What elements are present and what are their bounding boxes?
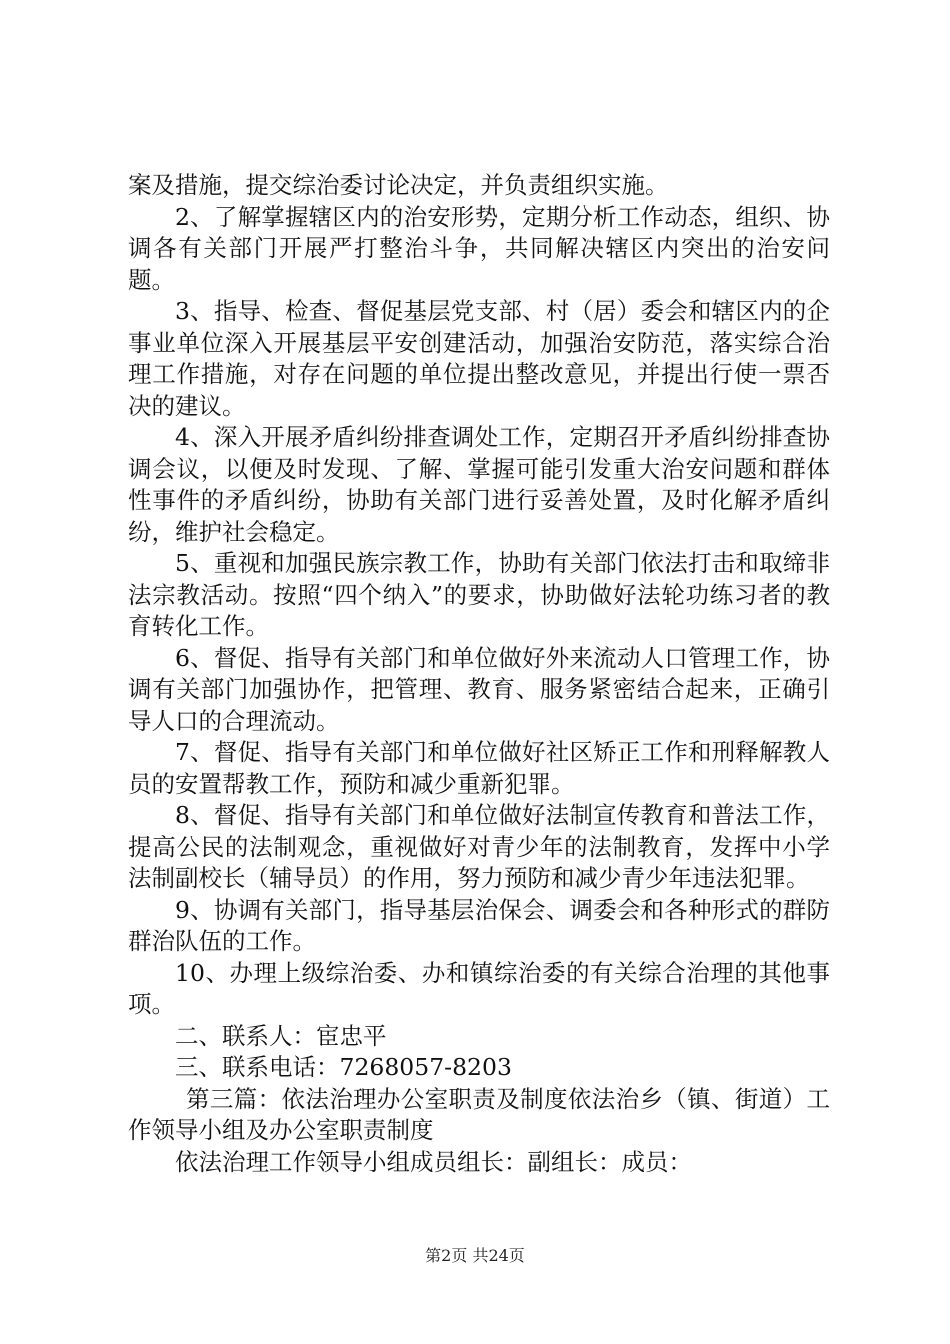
paragraph-item-2: 2、了解掌握辖区内的治安形势，定期分析工作动态，组织、协调各有关部门开展严打整治斗争，共同解决辖区内突出的治安问题。 [128,202,830,294]
paragraph-item-5: 5、重视和加强民族宗教工作，协助有关部门依法打击和取缔非法宗教活动。按照“四个纳入”的要求，协助做好法轮功练习者的教育转化工作。 [128,549,830,640]
paragraph-item-10: 10、办理上级综治委、办和镇综治委的有关综合治理的其他事项。 [128,958,830,1018]
paragraph-item-9: 9、协调有关部门，指导基层治保会、调委会和各种形式的群防群治队伍的工作。 [128,895,830,955]
paragraph-item-8: 8、督促、指导有关部门和单位做好法制宣传教育和普法工作，提高公民的法制观念，重视做好对青少年的法制教育，发挥中小学法制副校长（辅导员）的作用，努力预防和减少青少年违法犯罪。 [128,801,830,892]
section-heading: 第三篇：依法治理办公室职责及制度依法治乡（镇、街道）工作领导小组及办公室职责制度 [128,1084,830,1144]
paragraph-item-4: 4、深入开展矛盾纠纷排查调处工作，定期召开矛盾纠纷排查协调会议，以便及时发现、了解、掌握可能引发重大治安问题和群体性事件的矛盾纠纷，协助有关部门进行妥善处置，及时化解矛盾纠纷，维护社会稳定。 [128,423,830,546]
paragraph-item-6: 6、督促、指导有关部门和单位做好外来流动人口管理工作，协调有关部门加强协作，把管理、教育、服务紧密结合起来，正确引导人口的合理流动。 [128,643,830,735]
contact-person: 二、联系人：宦忠平 [175,1021,387,1050]
group-members-line: 依法治理工作领导小组成员组长：副组长：成员： [175,1147,692,1176]
contact-phone: 三、联系电话：7268057-8203 [175,1053,512,1081]
paragraph-item-7: 7、督促、指导有关部门和单位做好社区矫正工作和刑释解教人员的安置帮教工作，预防和减少重新犯罪。 [128,738,830,798]
page-footer: 第2页 共24页 [425,1246,525,1265]
paragraph-continuation: 案及措施，提交综治委讨论决定，并负责组织实施。 [128,171,669,199]
paragraph-item-3: 3、指导、检查、督促基层党支部、村（居）委会和辖区内的企事业单位深入开展基层平安创建活动，加强治安防范，落实综合治理工作措施，对存在问题的单位提出整改意见，并提出行使一票否决的建议。 [128,297,830,420]
document-body [128,170,830,1178]
